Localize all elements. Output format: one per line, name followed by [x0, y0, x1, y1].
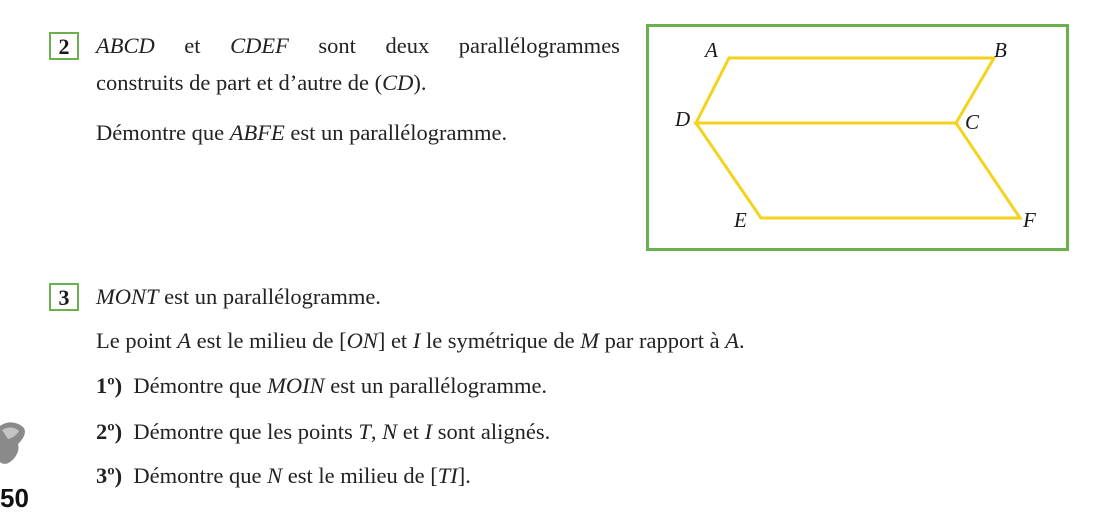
label-d: D [675, 107, 691, 131]
parallelogram-abcd [696, 58, 994, 123]
q3-text-c: ]. [457, 463, 471, 488]
q2-text-alignes: sont alignés. [432, 419, 551, 444]
text-parallelogrammes: parallélogrammes [458, 33, 620, 58]
text-construits: construits de part et d’autre de ( [96, 70, 383, 95]
text-mont: MONT [96, 284, 159, 309]
label-f: F [1023, 208, 1036, 232]
question-2-number: 2º) [96, 419, 123, 444]
q2-text-n: N [382, 419, 398, 444]
q3-text-b: est le milieu de [ [282, 463, 438, 488]
text-et-2: ] et [377, 328, 413, 353]
text-on: ON [346, 328, 378, 353]
q1-text-moin: MOIN [267, 373, 325, 398]
q1-text-a: Démontre que [133, 373, 268, 398]
text-le-point: Le point [96, 328, 178, 353]
figure-frame [646, 24, 1069, 251]
q3-text-n: N [267, 463, 283, 488]
exercise-2-line-1 [96, 32, 620, 60]
text-symetrique: le symétrique de [420, 328, 581, 353]
text-et: et [184, 33, 201, 58]
text-deux: deux [385, 33, 430, 58]
exercise-2-question [96, 119, 507, 147]
question-3-number: 3º) [96, 463, 123, 488]
margin-decoration-icon [0, 418, 26, 468]
text-sont: sont [318, 33, 356, 58]
question-1-number: 1º) [96, 373, 123, 398]
text-period: . [738, 328, 745, 353]
text-est-parallelogramme: est un parallélogramme. [158, 284, 381, 309]
exercise-2-line-2 [96, 69, 427, 97]
label-e: E [734, 208, 747, 232]
q3-text-ti: TI [437, 463, 458, 488]
question-3 [96, 462, 471, 490]
q2-text-comma: , [370, 419, 383, 444]
label-b: B [994, 38, 1007, 62]
label-a: A [705, 38, 718, 62]
text-cd: CD [382, 70, 414, 95]
text-parallelogramme: est un parallélogramme. [284, 120, 508, 145]
q3-text-a: Démontre que [133, 463, 268, 488]
q2-text-a: Démontre que les points [133, 419, 359, 444]
text-rapport: par rapport à [599, 328, 726, 353]
text-milieu: est le milieu de [ [190, 328, 347, 353]
parallelogram-cdef [696, 123, 1020, 218]
text-close-paren: ). [413, 70, 427, 95]
text-abcd: ABCD [96, 33, 155, 58]
question-1 [96, 372, 547, 400]
exercise-3-line-2 [96, 327, 745, 355]
parallelogram-figure [649, 27, 1066, 248]
page-number: 50 [0, 483, 29, 513]
label-c: C [965, 110, 980, 134]
text-demontre: Démontre que [96, 120, 230, 145]
text-m: M [580, 328, 600, 353]
figure-lines [696, 58, 1020, 218]
q1-text-b: est un parallélogramme. [324, 373, 548, 398]
text-a-2: A [725, 328, 739, 353]
text-i: I [412, 328, 421, 353]
text-a: A [177, 328, 191, 353]
exercise-2-number: 2 [49, 32, 79, 60]
exercise-3-number: 3 [49, 283, 79, 311]
q2-text-t: T [358, 419, 371, 444]
text-abfe: ABFE [229, 120, 285, 145]
text-cdef: CDEF [230, 33, 289, 58]
q2-text-i: I [424, 419, 433, 444]
q2-text-et: et [397, 419, 425, 444]
exercise-3-line-1 [96, 283, 381, 311]
question-2 [96, 418, 550, 446]
